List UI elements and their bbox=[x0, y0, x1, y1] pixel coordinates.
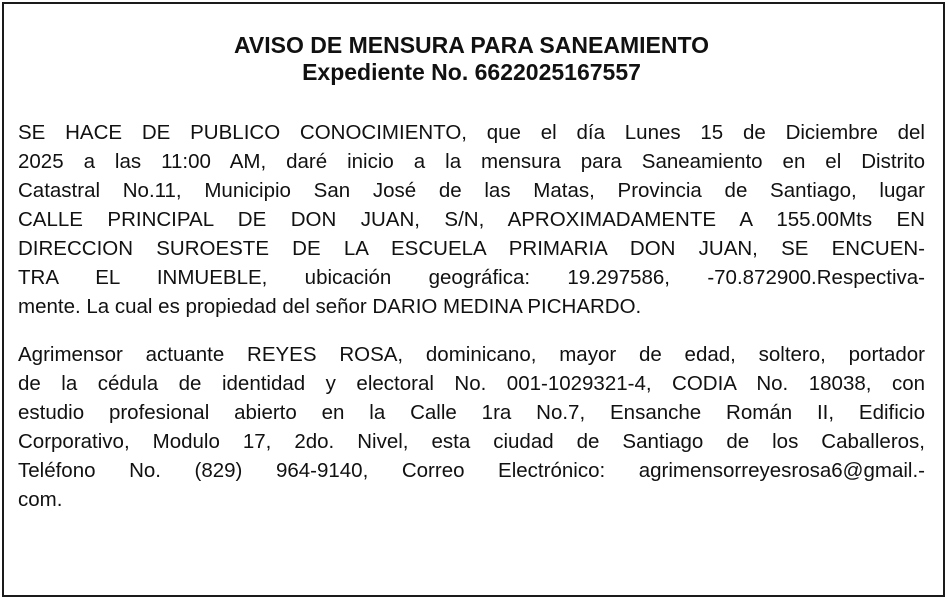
paragraph-line: TRA EL INMUEBLE, ubicación geográfica: 19.297586, -70.872900.Respectiva- bbox=[18, 266, 925, 289]
paragraph-line: estudio profesional abierto en la Calle 1ra No.7, Ensanche Román II, Edificio bbox=[18, 401, 925, 424]
paragraph-line: mente. La cual es propiedad del señor DARIO MEDINA PICHARDO. bbox=[18, 295, 642, 318]
paragraph-line: DIRECCION SUROESTE DE LA ESCUELA PRIMARIA DON JUAN, SE ENCUEN- bbox=[18, 237, 925, 260]
surveyor-paragraph bbox=[18, 340, 925, 514]
paragraph-line: Catastral No.11, Municipio San José de las Matas, Provincia de Santiago, lugar bbox=[18, 179, 925, 202]
paragraph-line: Corporativo, Modulo 17, 2do. Nivel, esta ciudad de Santiago de los Caballeros, bbox=[18, 430, 925, 453]
announcement-paragraph bbox=[18, 118, 925, 321]
paragraph-line: Teléfono No. (829) 964-9140, Correo Electrónico: agrimensorreyesrosa6@gmail.- bbox=[18, 459, 925, 482]
paragraph-line: CALLE PRINCIPAL DE DON JUAN, S/N, APROXIMADAMENTE A 155.00Mts EN bbox=[18, 208, 925, 231]
notice-title: AVISO DE MENSURA PARA SANEAMIENTO bbox=[234, 32, 709, 58]
paragraph-line: 2025 a las 11:00 AM, daré inicio a la mensura para Saneamiento en el Distrito bbox=[18, 150, 925, 173]
notice-heading bbox=[0, 32, 943, 86]
case-number: Expediente No. 6622025167557 bbox=[302, 59, 641, 85]
paragraph-line: SE HACE DE PUBLICO CONOCIMIENTO, que el día Lunes 15 de Diciembre del bbox=[18, 121, 925, 144]
paragraph-line: de la cédula de identidad y electoral No. 001-1029321-4, CODIA No. 18038, con bbox=[18, 372, 925, 395]
paragraph-line: com. bbox=[18, 488, 63, 511]
paragraph-line: Agrimensor actuante REYES ROSA, dominicano, mayor de edad, soltero, portador bbox=[18, 343, 925, 366]
